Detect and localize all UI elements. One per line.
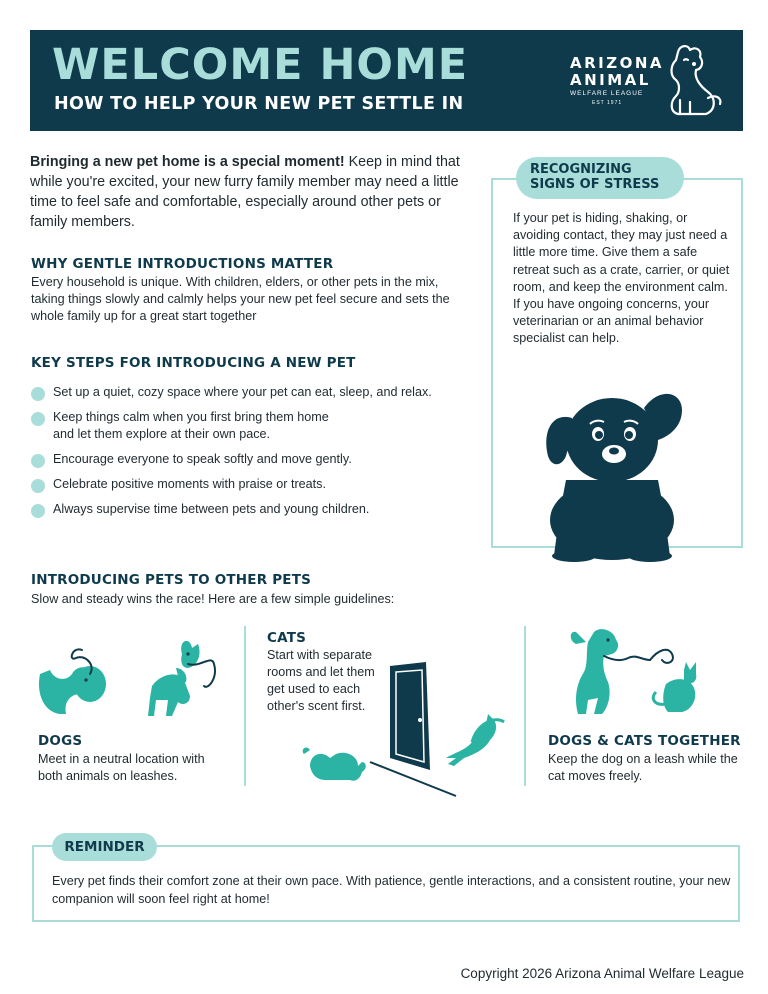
page-subtitle: HOW TO HELP YOUR NEW PET SETTLE IN <box>54 94 464 114</box>
dog-cat-illustration <box>558 626 708 720</box>
copyright: Copyright 2026 Arizona Animal Welfare League <box>460 966 744 981</box>
cats-text: Start with separate rooms and let them get used to each other's scent first. <box>267 648 375 713</box>
dogs-illustration <box>32 634 222 724</box>
logo-line3: WELFARE LEAGUE <box>570 90 644 97</box>
reminder-label: REMINDER <box>52 833 157 861</box>
list-item <box>30 501 470 518</box>
stress-heading <box>516 157 684 199</box>
dog-logo-icon <box>656 42 728 118</box>
list-item <box>30 384 470 401</box>
logo-line2: ANIMAL <box>570 71 651 89</box>
step-text: Keep things calm when you first bring them home and let them explore at their own pace. <box>53 410 329 441</box>
intro-paragraph <box>30 152 470 232</box>
steps-heading: KEY STEPS FOR INTRODUCING A NEW PET <box>31 355 356 371</box>
door-cats-illustration <box>300 662 510 800</box>
pets-heading: INTRODUCING PETS TO OTHER PETS <box>31 572 312 588</box>
aawl-logo <box>570 42 730 120</box>
why-text: Every household is unique. With children, elders, or other pets in the mix, taking things slowly and calmly helps your new pet feel secure and sets the whole family up for a great start together <box>31 275 450 323</box>
header-banner <box>30 30 743 131</box>
bullet-dot-icon <box>31 504 45 518</box>
bullet-dot-icon <box>31 479 45 493</box>
together-title: DOGS & CATS TOGETHER <box>548 733 741 749</box>
dogs-text: Meet in a neutral location with both animals on leashes. <box>38 752 205 783</box>
stress-text: If your pet is hiding, shaking, or avoiding contact, they may just need a little more time. Give them a safe retreat such as a crate, carrier, or quiet room, and keep the environment calm. If you have ongoing concerns, your veterinarian or an animal behavior specialist can help. <box>513 211 730 346</box>
list-item <box>30 409 340 443</box>
logo-line4: EST 1971 <box>592 100 623 106</box>
bullet-dot-icon <box>31 412 45 426</box>
step-text: Encourage everyone to speak softly and move gently. <box>53 452 352 466</box>
divider <box>244 626 246 786</box>
dogs-title: DOGS <box>38 733 83 749</box>
logo-line1: ARIZONA <box>570 54 665 72</box>
pets-subtitle: Slow and steady wins the race! Here are a few simple guidelines: <box>31 592 395 606</box>
bullet-dot-icon <box>31 387 45 401</box>
page-title: WELCOME HOME <box>52 40 469 90</box>
intro-bold: Bringing a new pet home is a special moment! <box>30 154 345 170</box>
reminder-text: Every pet finds their comfort zone at their own pace. With patience, gentle interactions, and a consistent routine, your new companion will soon feel right at home! <box>52 874 731 906</box>
cats-title: CATS <box>267 630 307 646</box>
together-text: Keep the dog on a leash while the cat moves freely. <box>548 752 738 783</box>
intro-text: Keep in mind that while you're excited, your new furry family member may need a little time to feel safe and comfortable, especially around other pets or family members. <box>30 154 460 230</box>
steps-list <box>30 384 470 526</box>
bullet-dot-icon <box>31 454 45 468</box>
puppy-illustration <box>532 380 692 562</box>
step-text: Always supervise time between pets and young children. <box>53 502 370 516</box>
stress-heading-line1: RECOGNIZING <box>530 162 632 177</box>
step-text: Set up a quiet, cozy space where your pet can eat, sleep, and relax. <box>53 385 432 399</box>
list-item <box>30 451 470 468</box>
step-text: Celebrate positive moments with praise or treats. <box>53 477 326 491</box>
list-item <box>30 476 470 493</box>
why-heading: WHY GENTLE INTRODUCTIONS MATTER <box>31 256 334 272</box>
stress-heading-line2: SIGNS OF STRESS <box>530 177 660 192</box>
divider <box>524 626 526 786</box>
